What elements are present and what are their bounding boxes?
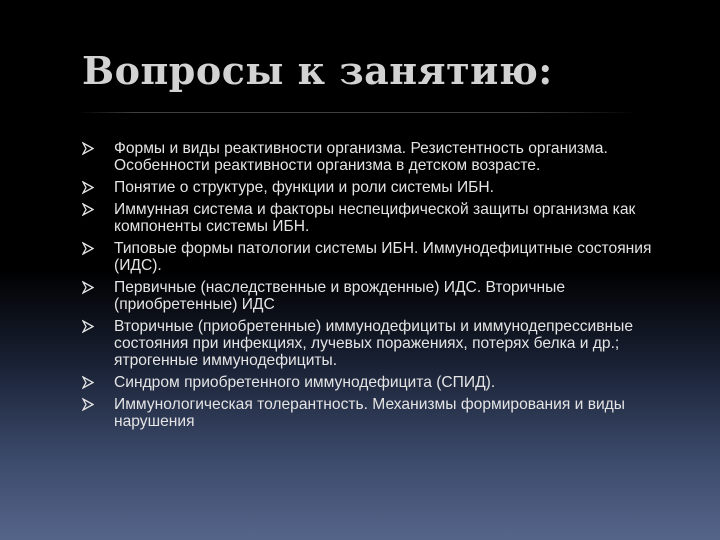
list-item (82, 201, 692, 235)
arrowhead-bullet-icon (82, 396, 96, 413)
arrowhead-bullet-icon (82, 179, 96, 196)
arrowhead-bullet-icon (82, 279, 96, 296)
bullet-text: Первичные (наследственные и врожденные) ИДС. Вторичные (приобретенные) ИДС (114, 279, 565, 313)
bullet-text: Понятие о структуре, функции и роли системы ИБН. (114, 179, 494, 196)
bullet-text: Синдром приобретенного иммунодефицита (СПИД). (114, 374, 496, 391)
bullet-text: Формы и виды реактивности организма. Резистентность организма. Особенности реактивности организма в детском возрасте. (114, 140, 608, 174)
slide-title: Вопросы к занятию: (82, 48, 553, 93)
list-item (82, 396, 692, 430)
bullet-text: Иммунологическая толерантность. Механизмы формирования и виды нарушения (114, 396, 625, 430)
arrowhead-bullet-icon (82, 318, 96, 335)
arrowhead-bullet-icon (82, 240, 96, 257)
bullet-text: Типовые формы патологии системы ИБН. Иммунодефицитные состояния (ИДС). (114, 240, 652, 274)
bullet-text: Вторичные (приобретенные) иммунодефициты и иммунодепрессивные состояния при инфекциях, лучевых поражениях, потерях белка и др.; ятрогенные иммунодефициты. (114, 318, 634, 369)
list-item (82, 140, 692, 174)
list-item (82, 279, 692, 313)
list-item (82, 240, 692, 274)
list-item (82, 179, 692, 196)
bullet-list (82, 140, 692, 435)
arrowhead-bullet-icon (82, 201, 96, 218)
list-item (82, 318, 692, 369)
arrowhead-bullet-icon (82, 140, 96, 157)
bullet-text: Иммунная система и факторы неспецифической защиты организма как компоненты системы ИБН. (114, 201, 636, 235)
list-item (82, 374, 692, 391)
arrowhead-bullet-icon (82, 374, 96, 391)
title-divider (78, 112, 638, 113)
